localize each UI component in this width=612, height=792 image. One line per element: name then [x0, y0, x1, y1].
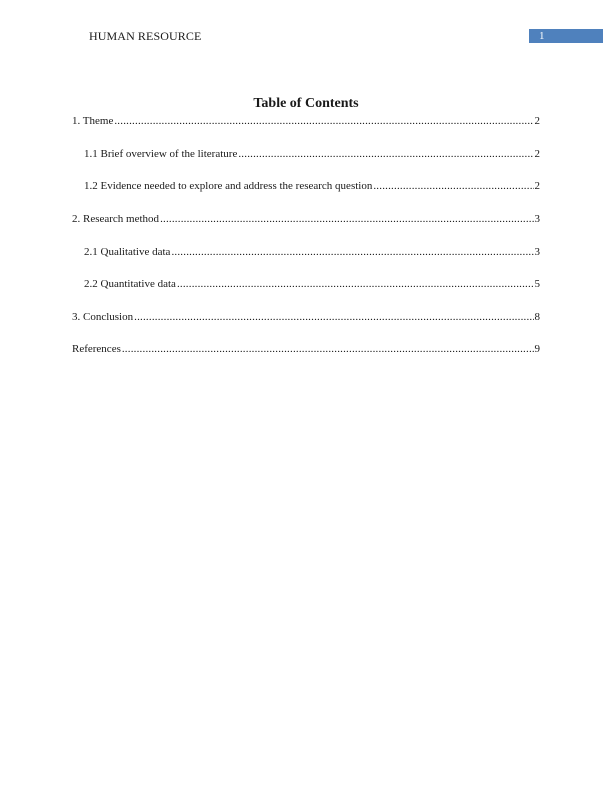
toc-entry-page: 5 [534, 278, 540, 290]
toc-entry-page: 8 [534, 311, 540, 323]
toc-entry-brief-overview[interactable] [84, 147, 540, 161]
toc-entry-qualitative-data[interactable] [84, 245, 540, 259]
toc-entry-label: 1.2 Evidence needed to explore and address the research question [84, 180, 373, 192]
toc-entry-conclusion[interactable] [72, 310, 540, 324]
toc-entry-label: 1.1 Brief overview of the literature [84, 148, 238, 160]
toc-entry-label: 2.1 Qualitative data [84, 246, 171, 258]
toc-dot-leader [177, 277, 534, 291]
toc-dot-leader [238, 147, 533, 161]
toc-entry-page: 2 [534, 148, 540, 160]
toc-entry-page: 3 [534, 213, 540, 225]
toc-dot-leader [122, 342, 534, 356]
page-number: 1 [529, 29, 603, 43]
toc-entry-label: 1. Theme [72, 115, 114, 127]
toc-entry-theme[interactable] [72, 114, 540, 128]
toc-dot-leader [160, 212, 533, 226]
toc-entry-label: 2. Research method [72, 213, 160, 225]
toc-dot-leader [373, 179, 533, 193]
toc-dot-leader [114, 114, 533, 128]
toc-entry-page: 2 [534, 180, 540, 192]
toc-title: Table of Contents [253, 96, 359, 111]
toc-dot-leader [171, 245, 533, 259]
running-head: HUMAN RESOURCE [89, 29, 202, 43]
toc-entry-references[interactable] [72, 342, 540, 356]
toc-entry-label: 2.2 Quantitative data [84, 278, 176, 290]
toc-entry-quantitative-data[interactable] [84, 277, 540, 291]
toc-entry-page: 2 [534, 115, 540, 127]
toc-entry-label: 3. Conclusion [72, 311, 134, 323]
toc-entry-research-method[interactable] [72, 212, 540, 226]
toc-entry-page: 3 [534, 246, 540, 258]
toc-entry-label: References [72, 343, 121, 355]
toc-entry-page: 9 [534, 343, 540, 355]
toc-entry-evidence-needed[interactable] [84, 179, 540, 193]
toc-dot-leader [134, 310, 533, 324]
